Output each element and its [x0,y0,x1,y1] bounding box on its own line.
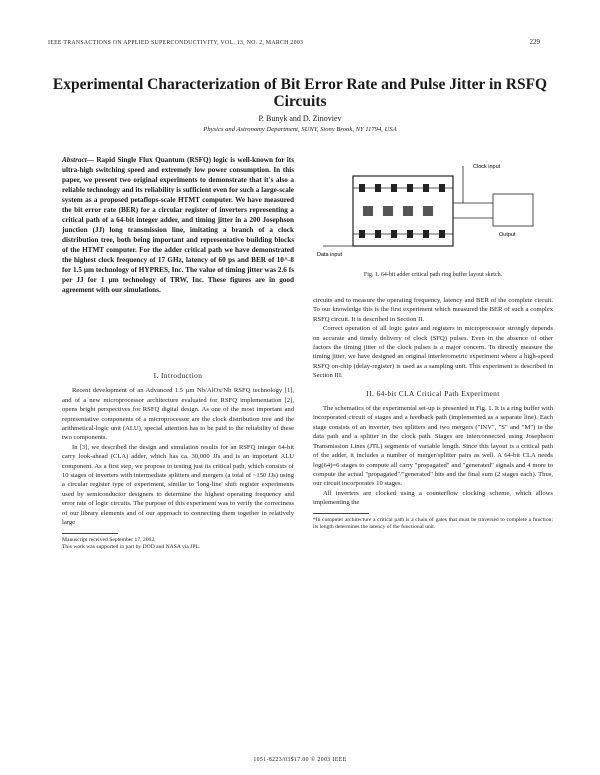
abstract [62,155,294,295]
footnote: Manuscript received September 17, 2002. [62,536,156,543]
copyright-footer: 1051-8223/03$17.00 © 2003 IEEE [253,757,347,763]
figure-caption: Fig. 1. 64-bit adder critical path ring buffer layout sketch. [363,272,503,278]
abstract-lead: Abstract— [62,156,94,164]
paper-title: Experimental Characterization of Bit Error Rate and Pulse Jitter in RSFQ Circuits [52,76,548,110]
affiliation: Physics and Astronomy Department, SUNY, Stony Brook, NY 11794, USA [203,126,397,133]
intro-paragraph: Recent development of an Advanced 1.5 µm Nb/AlOx/Nb RSFQ technology [1], and of a new microprocessor architecture evaluated for RSFQ implementation [2], opens bright perspectives for RSFQ digital design. As one of the most important and representative components of a microprocessor are the clock distribution tree and the arithmetical-logic unit (ALU), special attention has to be paid to the reliability of these two components. [62,387,294,442]
left-column-body [62,363,294,552]
footnote: This work was supported in part by DOD and NASA via JPL. [62,544,201,551]
stage-row-middle [363,206,433,216]
footnote-rule [62,533,118,534]
intro-paragraph: In [3], we described the design and simulation results for an RSFQ integer 64-bit carry look-ahead (CLA) adder, which has ca. 30,000 JJs and is an important ALU component. As a first step, we propose to testing just its critical path, which consists of 10 stages of inverters with intermediate splitters and mergers (a total of ~150 JJs) using a circular register type of experiment, similar to 'long-line' shift register experiments used by semiconductor designers to determine the highest operating frequency and error rate of logic circuits. The purpose of this experiment was to verify the correctness of our library elements and of our approach to connecting them together in relatively large [62,443,294,527]
cla-heading: II. 64-bit CLA Critical Path Experiment [366,388,500,398]
body-paragraph: All inverters are clocked using a counterflow clocking scheme, which allows implementing the [313,489,553,507]
output-block [493,194,533,226]
figure-1-diagram [313,158,553,270]
clock-input-label: Clock input [473,164,501,170]
journal-header: IEEE TRANSACTIONS ON APPLIED SUPERCONDUCTIVITY, VOL. 13, NO. 2, MARCH 2003 [48,40,304,46]
footnote-rule [313,513,369,514]
page-number: 229 [529,38,540,46]
authors: P. Bunyk and D. Zinoviev [258,114,342,123]
data-input-label: Data input [317,252,343,258]
abstract-text: Rapid Single Flux Quantum (RSFQ) logic is well-known for its ultra-high switching speed and extremely low power consumption. In this paper, we present two original experiments to demonstrate that it's also a reliable technology and its reliability is sufficient even for such a large-scale system as a proposed petaflops-scale HTMT computer. We have measured the bit error rate (BER) for a circular register of inverters representing a critical path of a 64-bit integer adder, and timing jitter in a 200 Josephson junction (JJ) long transmission line, imitating a branch of a clock distribution tree, both being important and representative building blocks of the HTMT computer. For the adder critical path we have demonstrated the highest clock frequency of 17 GHz, latency of 60 ps and BER of 10^-8 for 1.5 µm technology of HYPRES, Inc. The value of timing jitter was 2.6 fs per JJ for 1 µm technology of TRW, Inc. These figures are in good agreement with our simulations. [62,156,294,294]
body-paragraph: circuits and to measure the operating frequency, latency and BER of the complete circuit. To our knowledge this is the first experiment which measured the BER of such a complex RSFQ circuit. It is described in Section II. [313,297,553,323]
right-column-body [313,296,553,532]
footnote: *In computer architecture a critical path is a chain of gates that must be traversed to complete a function; its length determines the latency of the functional unit. [313,516,553,531]
output-label: Output [499,232,516,238]
body-paragraph: Correct operation of all logic gates and registers in microprocessor strongly depends on accurate and timely delivery of clock (SFQ) pulses. Even in the absence of other factors the timing jitter of the clock pulses is a major concern. To directly measure the timing jitter, we have designed an original interferometric experiment where a high-speed RSFQ on-chip (delay-register) is used as a sampling unit. This experiment is described in Section III. [313,325,553,380]
intro-heading: I. Introduction [153,371,203,380]
body-paragraph: The schematics of the experimental set-up is presented in Fig. 1. It is a ring buffer with incorporated circuit of stages and a feedback path (implemented as a separate line). Each stage consists of an inverter, two splitters and two mergers ("INV", "S" and "M") in the data path and a splitter in the clock path. Stages are interconnected using Josephson Transmission Lines (JTL) segments of variable length. Since this layout is a critical path of the adder, it includes a number of merger/splitter pairs as well. A 64-bit CLA needs log(64)=6 stages to compute all carry "propagated" and "generated" signals and 4 more to compute the actual "propagated"/"generated" bits and the final sum (2 stages each). Thus, our circuit incorporates 10 stages. [313,405,553,488]
